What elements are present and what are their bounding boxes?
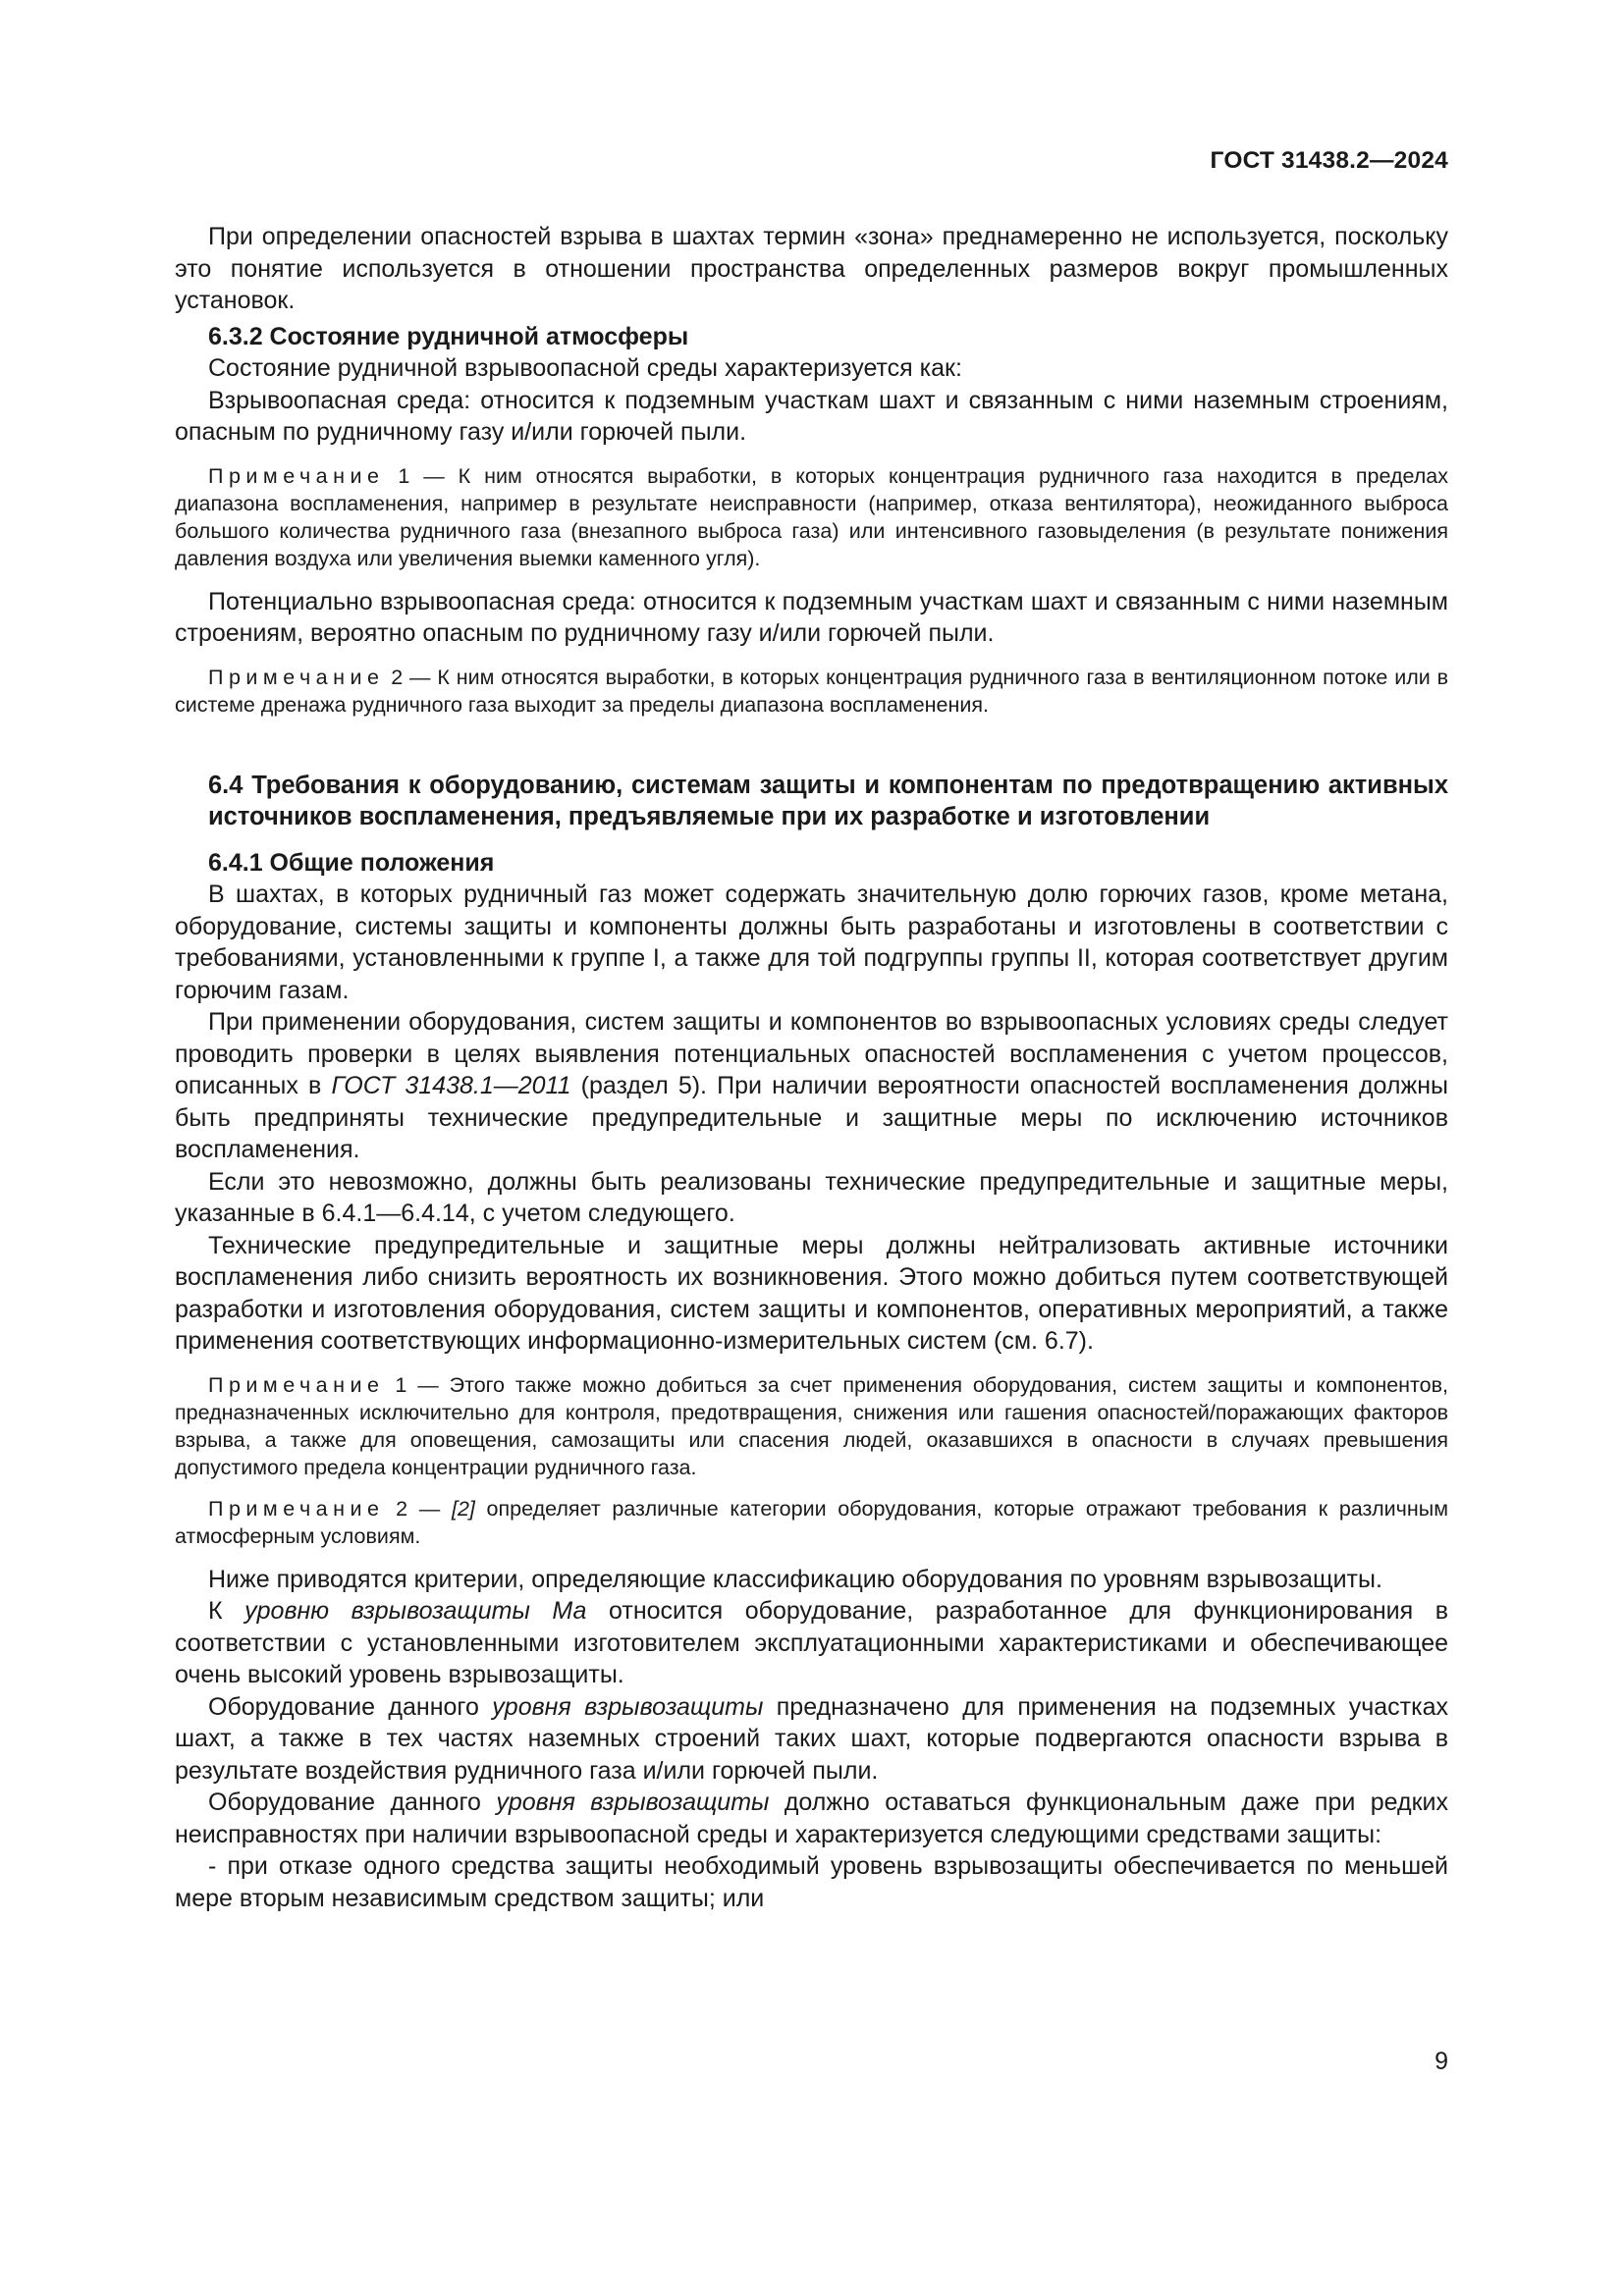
paragraph-text: При применении оборудования, систем защиты и компонентов во взрывоопасных условиях среды следует проводить проверки в целях выявления потенциальных опасностей воспламенения с учетом процессов, описанных в: [175, 1008, 1448, 1099]
bibliography-reference: [2]: [451, 1496, 475, 1521]
note-label: Примечание: [208, 1496, 385, 1521]
term-emphasis: уровня взрывозащиты: [492, 1692, 764, 1721]
paragraph: Технические предупредительные и защитные меры должны нейтрализовать активные источники воспламенения либо снизить вероятность их возникновения. Этого можно добиться путем соответствующей разработки и изготовления оборудования, систем защиты и компонентов, оперативных мероприятий, а также применения соответствующих информационно-измерительных систем (см. 6.7).: [175, 1231, 1448, 1355]
note-label: Примечание: [208, 463, 385, 488]
term-emphasis: уровня взрывозащиты: [496, 1789, 770, 1816]
paragraph-text: Оборудование данного: [208, 1789, 497, 1816]
note-text: 1 — К ним относятся выработки, в которых концентрация рудничного газа находится в пределах диапазона воспламенения, например в результате неисправности (например, отказа вентилятора), неожиданного выброса большого количества рудничного газа (внезапного выброса газа) или интенсивного газовыделения (в результате понижения давления воздуха или увеличения выемки каменного угля).: [175, 463, 1448, 570]
document-header-id: ГОСТ 31438.2—2024: [1210, 147, 1448, 174]
note-text: 2 — К ним относятся выработки, в которых концентрация рудничного газа в вентиляционном потоке или в системе дренажа рудничного газа выходит за пределы диапазона воспламенения.: [175, 665, 1448, 717]
paragraph: Потенциально взрывоопасная среда: относится к подземным участкам шахт и связанным с ними наземным строениям, вероятно опасным по рудничному газу и/или горючей пыли.: [175, 587, 1448, 647]
section-heading-6-4-1: 6.4.1 Общие положения: [208, 848, 495, 877]
paragraph-text: (раздел 5). При наличии вероятности опасностей воспламенения должны быть предприняты технические предупредительные и защитные меры по исключению источников воспламенения.: [175, 1072, 1448, 1163]
note: [175, 1371, 1448, 1481]
note-text: 1 — Этого также можно добиться за счет применения оборудования, систем защиты и компонентов, предназначенных исключительно для контроля, предотвращения, снижения или гашения опасностей/поражающих факторов взрыва, а также для оповещения, самозащиты или спасения людей, оказавшихся в опасности в случаях превышения допустимого предела концентрации рудничного газа.: [175, 1372, 1448, 1479]
note-text: 2 —: [384, 1496, 452, 1521]
section-heading-6-3-2: 6.3.2 Состояние рудничной атмосферы: [208, 322, 689, 350]
note-label: Примечание: [208, 665, 385, 689]
paragraph-text: К: [208, 1597, 245, 1625]
paragraph-text: Оборудование данного: [208, 1692, 493, 1721]
paragraph-text: относится оборудование, разработанное для функционирования в соответствии с установленными изготовителем эксплуатационными характеристиками и обеспечивающее очень высокий уровень взрывозащиты.: [175, 1597, 1449, 1688]
term-emphasis: уровню взрывозащиты Ма: [244, 1597, 587, 1625]
paragraph: Если это невозможно, должны быть реализованы технические предупредительные и защитные меры, указанные в 6.4.1—6.4.14, с учетом следующего.: [175, 1167, 1448, 1227]
note-label: Примечание: [208, 1372, 385, 1397]
paragraph: Взрывоопасная среда: относится к подземным участкам шахт и связанным с ними наземным строениям, опасным по рудничному газу и/или горючей пыли.: [175, 386, 1448, 446]
paragraph: При определении опасностей взрыва в шахтах термин «зона» преднамеренно не используется, поскольку это понятие используется в отношении пространства определенных размеров вокруг промышленных установок.: [175, 223, 1448, 314]
paragraph: [175, 1595, 1448, 1691]
standard-reference: ГОСТ 31438.1—2011: [331, 1072, 571, 1099]
paragraph: Состояние рудничной взрывоопасной среды характеризуется как:: [208, 354, 962, 382]
list-item: - при отказе одного средства защиты необходимый уровень взрывозащиты обеспечивается по меньшей мере вторым независимым средством защиты; или: [175, 1852, 1448, 1912]
paragraph: [175, 1787, 1448, 1850]
paragraph-text: должно оставаться функциональным даже при редких неисправностях при наличии взрывоопасной среды и характеризуется следующими средствами защиты:: [175, 1789, 1448, 1848]
document-body: [175, 221, 1448, 1914]
note: [175, 1495, 1448, 1550]
note: [175, 664, 1448, 719]
page-number: 9: [1435, 2048, 1448, 2075]
paragraph: [175, 1691, 1448, 1788]
paragraph: Ниже приводятся критерии, определяющие классификацию оборудования по уровням взрывозащиты.: [208, 1565, 1382, 1593]
note: [175, 462, 1448, 572]
note-text: определяет различные категории оборудования, которые отражают требования к различным атмосферным условиям.: [175, 1496, 1448, 1548]
paragraph-text: предназначено для применения на подземных участках шахт, а также в тех частях наземных строений таких шахт, которые подвергаются опасности взрыва в результате воздействия рудничного газа и/или горючей пыли.: [175, 1692, 1449, 1785]
paragraph: В шахтах, в которых рудничный газ может содержать значительную долю горючих газов, кроме метана, оборудование, системы защиты и компоненты должны быть разработаны и изготовлены в соответствии с требованиями, установленными к группе I, а также для той подгруппы группы II, которая соответствует другим горючим газам.: [175, 881, 1448, 1004]
paragraph: [175, 1006, 1448, 1166]
section-heading-6-4: 6.4 Требования к оборудованию, системам защиты и компонентам по предотвращению активных источников воспламенения, предъявляемые при их разработке и изготовлении: [208, 771, 1448, 830]
